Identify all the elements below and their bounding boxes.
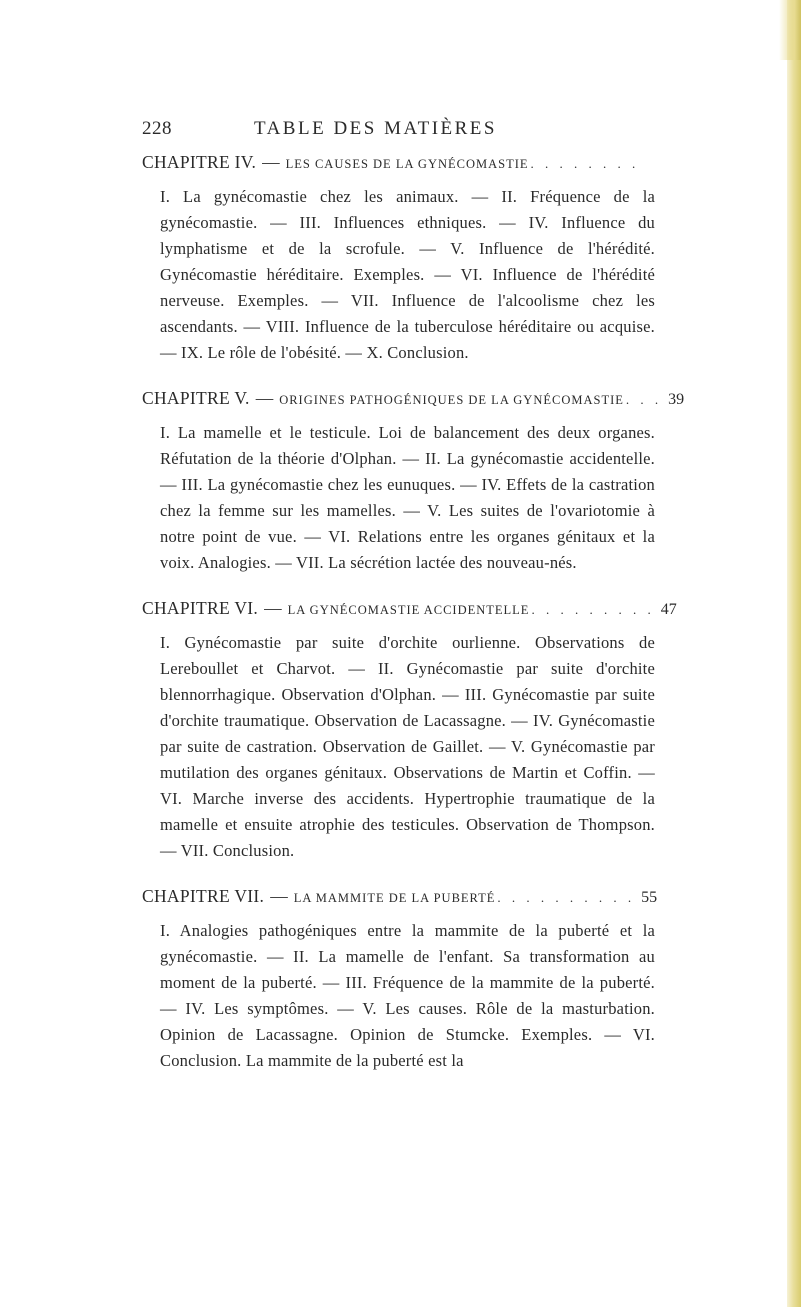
chapter-heading xyxy=(142,150,655,176)
chapter-label: CHAPITRE V. xyxy=(142,388,250,408)
chapter-label: CHAPITRE IV. xyxy=(142,152,257,172)
page-edge xyxy=(787,0,801,1307)
dot-leader: . . . . . . . . . xyxy=(531,602,655,617)
chapter-title: LA MAMMITE DE LA PUBERTÉ xyxy=(293,891,496,905)
chapter-summary: I. Gynécomastie par suite d'orchite ourlienne. Observations de Lereboullet et Charvot. — II. Gynécomastie par suite d'orchite blennorrhagique. Observation d'Olphan. — III. Gynécomastie par suite d'orchite traumatique. Observation de Lacassagne. — IV. Gynécomastie par suite de castration. Observation de Gaillet. — V. Gynécomastie par mutilation des organes génitaux. Observations de Martin et Coffin. — VI. Marche inverse des accidents. Hypertrophie traumatique de la mamelle et ensuite atrophie des testicules. Observation de Thompson. — VII. Conclusion. xyxy=(160,633,655,860)
chapter-title: ORIGINES PATHOGÉNIQUES DE LA GYNÉCOMASTIE xyxy=(279,393,624,407)
chapter-separator: — xyxy=(264,598,282,618)
page-edge-shadow xyxy=(779,0,801,60)
chapter-entry xyxy=(142,596,677,864)
chapter-page-number: 47 xyxy=(660,601,677,618)
table-of-contents xyxy=(142,150,685,1094)
chapter-entry xyxy=(142,386,685,576)
chapter-heading xyxy=(142,596,677,622)
dot-leader: . . . . . . . . xyxy=(530,156,640,171)
page-number: 228 xyxy=(142,118,172,139)
chapter-separator: — xyxy=(262,152,280,172)
chapter-summary: I. La gynécomastie chez les animaux. — II. Fréquence de la gynécomastie. — III. Influences ethniques. — IV. Influence du lymphatisme et de la scrofule. — V. Influence de l'hérédité. Gynécomastie héréditaire. Exemples. — VI. Influence de l'hérédité nerveuse. Exemples. — VII. Influence de l'alcoolisme chez les ascendants. — VIII. Influence de la tuberculose héréditaire ou acquise. — IX. Le rôle de l'obésité. — X. Conclusion. xyxy=(160,187,655,362)
dot-leader: . . . xyxy=(625,392,663,407)
chapter-entry xyxy=(142,150,655,366)
chapter-heading xyxy=(142,884,658,910)
chapter-page-number: 39 xyxy=(668,391,685,408)
chapter-title: LA GYNÉCOMASTIE ACCIDENTELLE xyxy=(287,603,530,617)
chapter-page-number: 55 xyxy=(641,889,658,906)
chapter-label: CHAPITRE VI. xyxy=(142,598,259,618)
chapter-heading xyxy=(142,386,685,412)
chapter-summary: I. Analogies pathogéniques entre la mammite de la puberté et la gynécomastie. — II. La mamelle de l'enfant. Sa transformation au moment de la puberté. — III. Fréquence de la mammite de la puberté. — IV. Les symptômes. — V. Les causes. Rôle de la masturbation. Opinion de Lacassagne. Opinion de Stumcke. Exemples. — VI. Conclusion. La mammite de la puberté est la xyxy=(160,921,655,1070)
chapter-label: CHAPITRE VII. xyxy=(142,886,265,906)
chapter-entry xyxy=(142,884,658,1074)
chapter-separator: — xyxy=(255,388,274,408)
chapter-title: LES CAUSES DE LA GYNÉCOMASTIE xyxy=(285,157,529,171)
page-header xyxy=(142,118,702,140)
dot-leader: . . . . . . . . . . xyxy=(497,890,636,905)
chapter-separator: — xyxy=(270,886,288,906)
chapter-summary: I. La mamelle et le testicule. Loi de balancement des deux organes. Réfutation de la théorie d'Olphan. — II. La gynécomastie accidentelle. — III. La gynécomastie chez les eunuques. — IV. Effets de la castration chez la femme sur les mamelles. — V. Les suites de l'ovariotomie à notre point de vue. — VI. Relations entre les organes génitaux et la voix. Analogies. — VII. La sécrétion lactée des nouveau-nés. xyxy=(160,423,655,572)
running-title: TABLE DES MATIÈRES xyxy=(254,118,497,139)
